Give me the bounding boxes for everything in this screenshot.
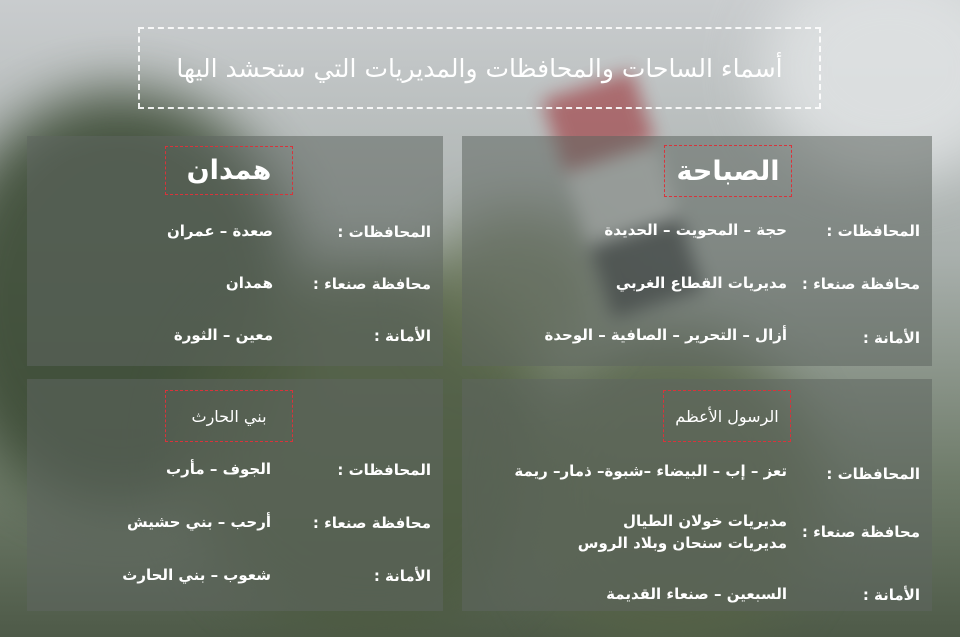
section-heading: الرسول الأعظم	[663, 390, 791, 442]
title-box	[138, 27, 821, 109]
row-label: الأمانة :	[862, 329, 920, 347]
section-heading: الصباحة	[664, 145, 792, 197]
row-value: معين – الثورة	[173, 326, 273, 344]
row-value: تعز – إب – البيضاء –شبوة– ذمار– ريمة	[514, 462, 787, 480]
row-label: المحافظات :	[337, 223, 431, 241]
row-value: صعدة – عمران	[166, 222, 273, 240]
row-value: حجة – المحويت – الحديدة	[604, 221, 787, 239]
row-value: مديريات سنحان وبلاد الروس	[577, 534, 787, 552]
row-label: الأمانة :	[862, 586, 920, 604]
row-label: المحافظات :	[826, 465, 920, 483]
row-value: الجوف – مأرب	[166, 460, 271, 478]
section-hamdan	[27, 136, 443, 366]
row-value: أزال – التحرير – الصافية – الوحدة	[544, 326, 787, 344]
row-value: همدان	[225, 274, 273, 292]
row-label: محافظة صنعاء :	[801, 523, 920, 541]
row-label: محافظة صنعاء :	[312, 275, 431, 293]
row-label: الأمانة :	[373, 327, 431, 345]
section-bani-alharith	[27, 379, 443, 611]
row-value: مديريات خولان الطيال	[622, 512, 787, 530]
section-sabaha	[462, 136, 932, 366]
row-value: السبعين – صنعاء القديمة	[606, 585, 787, 603]
row-value: مديريات القطاع الغربي	[615, 274, 787, 292]
section-heading: بني الحارث	[165, 390, 293, 442]
row-value: أرحب – بني حشيش	[127, 513, 271, 531]
row-label: محافظة صنعاء :	[312, 514, 431, 532]
section-rasool-alazam	[462, 379, 932, 611]
row-label: محافظة صنعاء :	[801, 275, 920, 293]
row-label: المحافظات :	[826, 222, 920, 240]
section-heading: همدان	[165, 146, 293, 195]
row-value: شعوب – بني الحارث	[122, 566, 271, 584]
row-label: المحافظات :	[337, 461, 431, 479]
row-label: الأمانة :	[373, 567, 431, 585]
page-title: أسماء الساحات والمحافظات والمديريات التي ستحشد اليها	[176, 53, 783, 83]
